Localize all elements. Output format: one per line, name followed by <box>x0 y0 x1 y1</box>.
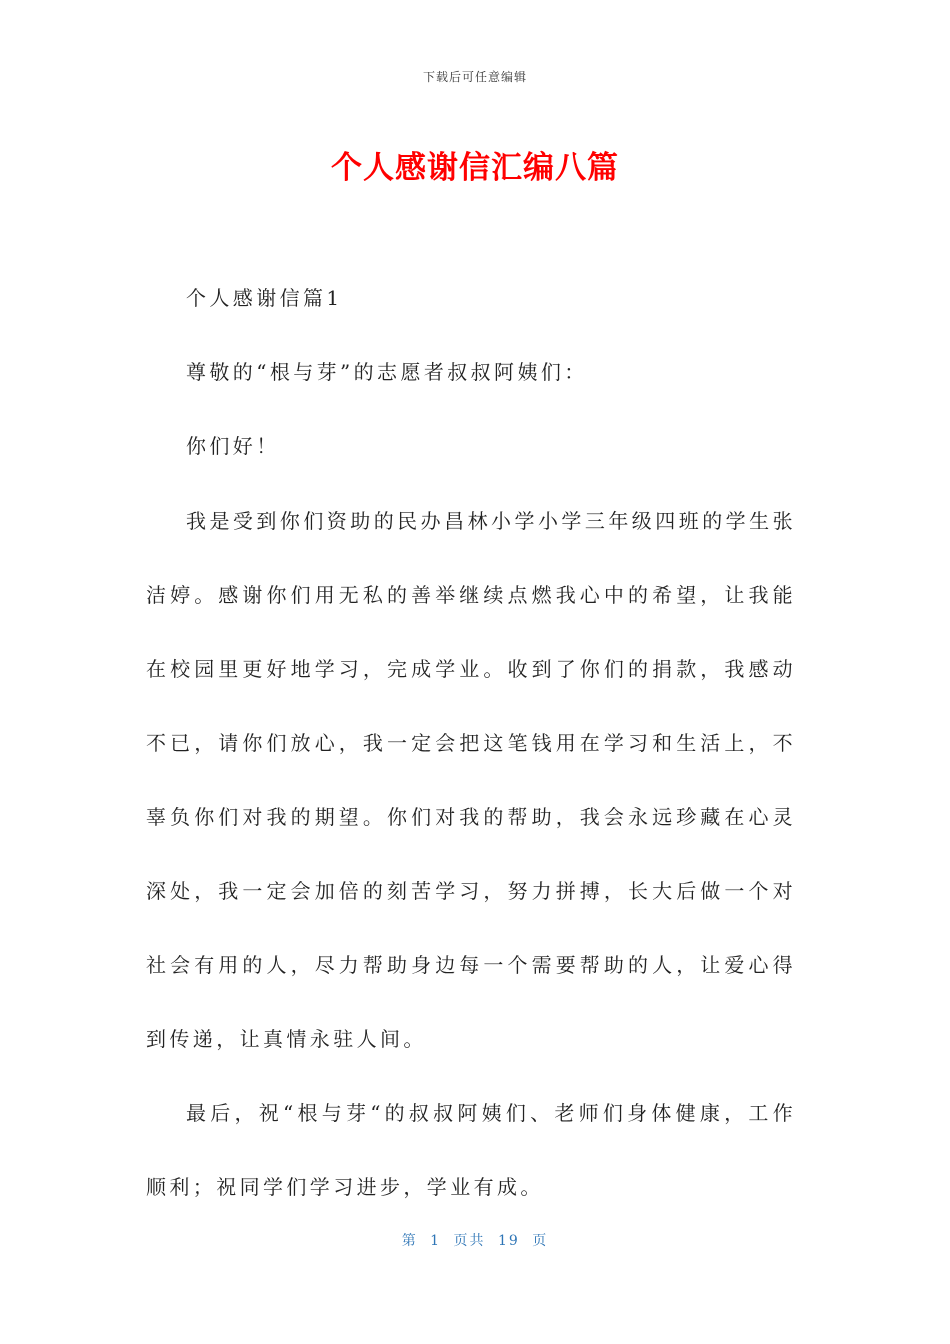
page-label-suffix: 页 <box>532 1233 549 1249</box>
document-title: 个人感谢信汇编八篇 <box>331 150 619 186</box>
body-paragraph-1: 我是受到你们资助的民办昌林小学小学三年级四班的学生张洁婷。感谢你们用无私的善举继续点燃我心中的希望，让我能在校园里更好地学习，完成学业。收到了你们的捐款，我感动不已，请你们放心，我一定会把这笔钱用在学习和生活上，不辜负你们对我的期望。你们对我的帮助，我会永远珍藏在心灵深处，我一定会加倍的刻苦学习，努力拼搏，长大后做一个对社会有用的人，尽力帮助身边每一个需要帮助的人，让爱心得到传递，让真情永驻人间。 <box>146 509 796 1051</box>
page-label-prefix: 第 <box>401 1233 418 1249</box>
salutation: 尊敬的“根与芽”的志愿者叔叔阿姨们： <box>186 360 588 384</box>
body-paragraph-2: 最后，祝“根与芽“的叔叔阿姨们、老师们身体健康，工作顺利；祝同学们学习进步，学业有成。 <box>146 1101 796 1199</box>
current-page-number: 1 <box>430 1233 442 1249</box>
document-body <box>146 280 796 1242</box>
total-pages-number: 19 <box>498 1233 520 1249</box>
header-note: 下载后可任意编辑 <box>422 70 527 84</box>
section-heading: 个人感谢信篇1 <box>186 286 343 310</box>
page-label-mid: 页共 <box>453 1233 486 1249</box>
greeting: 你们好！ <box>186 434 280 458</box>
page-number-footer <box>0 1230 950 1250</box>
